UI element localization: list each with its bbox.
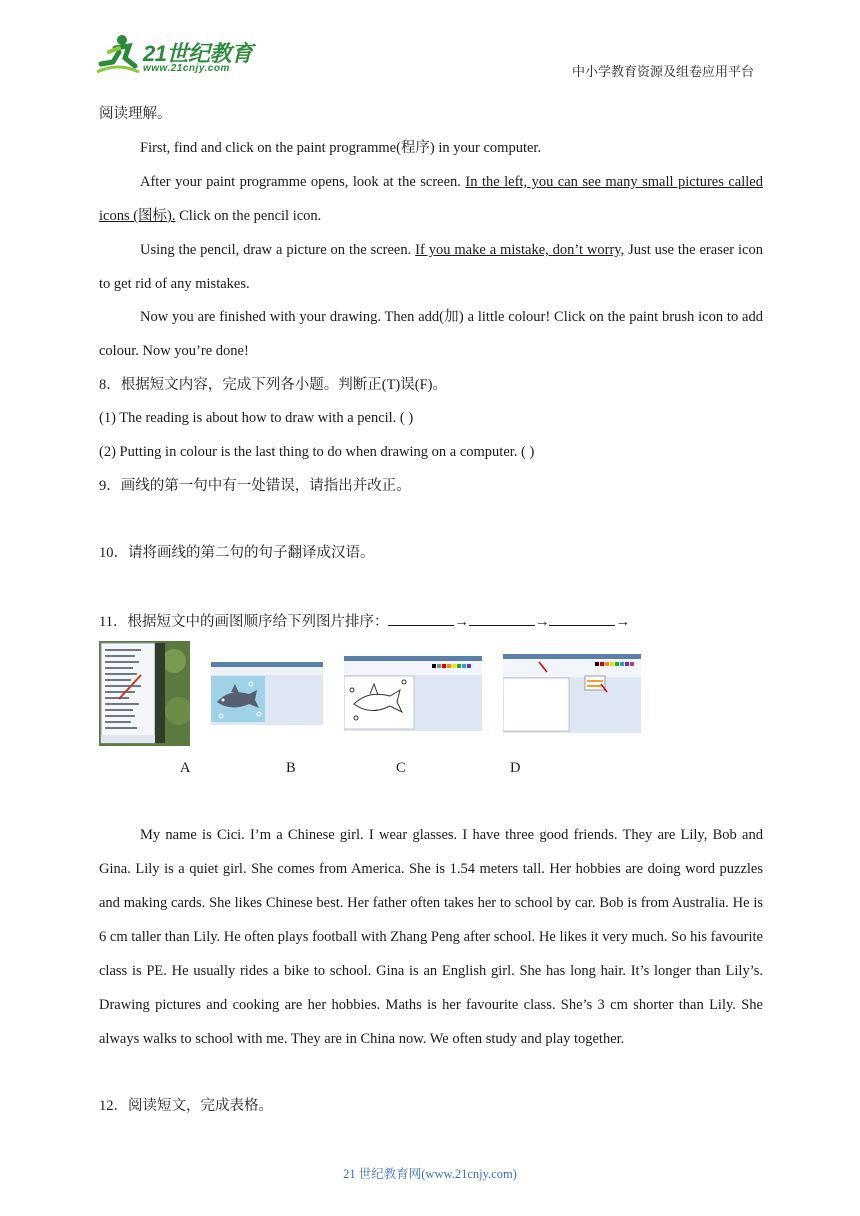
logo-text: 21世纪教育 — [143, 41, 253, 66]
answer-blank-3[interactable] — [549, 611, 615, 626]
page-footer: 21 世纪教育网(www.21cnjy.com) — [343, 1167, 517, 1181]
question-11-text: 11．根据短文中的画图顺序给下列图片排序： — [99, 614, 389, 630]
passage1-paragraph-1: First, find and click on the paint programme(程序) in your computer. — [140, 140, 542, 156]
arrow: → — [534, 614, 550, 630]
underlined-sentence-1: In the left, you can see many small pictures called icons (图标). — [99, 174, 763, 224]
passage1-paragraph-4: Now you are finished with your drawing. Then add(加) a little colour! Click on the paint brush icon to add colour. Now you’re done! — [99, 309, 763, 359]
picture-a — [99, 641, 190, 746]
picture-label-c: C — [396, 760, 406, 776]
picture-b — [211, 662, 323, 725]
p3-text-a: Using the pencil, draw a picture on the screen. — [140, 242, 416, 258]
answer-blank-1[interactable] — [388, 611, 454, 626]
runner-logo-icon — [95, 32, 141, 76]
site-logo — [95, 32, 265, 78]
underlined-sentence-2: If you make a mistake, don’t worry, — [415, 242, 625, 258]
paint-blank-canvas-icon — [503, 654, 641, 733]
logo-url: www.21cnjy.com — [143, 63, 230, 74]
start-menu-screenshot-icon — [99, 641, 190, 746]
question-9: 9．画线的第一句中有一处错误，请指出并改正。 — [99, 478, 411, 494]
picture-d — [503, 654, 641, 733]
question-8-1: (1) The reading is about how to draw with a pencil. ( ) — [99, 410, 414, 426]
question-11 — [99, 611, 630, 632]
p2-text-a: After your paint programme opens, look at the screen. — [140, 174, 466, 190]
platform-title: 中小学教育资源及组卷应用平台 — [571, 64, 754, 79]
picture-label-a: A — [180, 760, 191, 776]
picture-label-d: D — [510, 760, 521, 776]
question-8-2: (2) Putting in colour is the last thing to do when drawing on a computer. ( ) — [99, 444, 535, 460]
passage2-paragraph: My name is Cici. I’m a Chinese girl. I wear glasses. I have three good friends. They are Lily, Bob and Gina. Lily is a quiet girl. She comes from America. She is 1.54 meters tall. Her hobbies are doing word puzzles and making cards. She likes Chinese best. Her father often takes her to school by car. Bob is from Australia. He is 6 cm taller than Lily. He often plays football with Zhang Peng after school. He likes it very much. So his favourite class is PE. He usually rides a bike to school. Gina is an English girl. She has long hair. It’s longer than Lily’s. Drawing pictures and cooking are her hobbies. Maths is her favourite class. She’s 3 cm shorter than Lily. She always walks to school with me. They are in China now. We often study and play together. — [99, 827, 763, 1047]
question-10: 10．请将画线的第二句的句子翻译成汉语。 — [99, 545, 375, 561]
passage1-paragraph-3 — [99, 233, 763, 301]
p3-text-b: Just use the eraser icon to get rid of any mistakes. — [99, 242, 763, 292]
question-8: 8．根据短文内容，完成下列各小题。判断正(T)误(F)。 — [99, 377, 447, 393]
passage1-paragraph-2 — [99, 165, 763, 233]
reading-heading: 阅读理解。 — [99, 106, 172, 122]
question-12: 12．阅读短文，完成表格。 — [99, 1098, 273, 1114]
paint-coloured-shark-icon — [211, 662, 323, 725]
arrow: → — [454, 614, 469, 630]
arrow: → — [615, 614, 630, 630]
p2-text-b: Click on the pencil icon. — [175, 208, 322, 224]
page-header — [0, 0, 860, 90]
answer-blank-2[interactable] — [469, 611, 535, 626]
picture-c — [344, 656, 482, 731]
picture-label-b: B — [286, 760, 296, 776]
paint-outline-shark-icon — [344, 656, 482, 731]
